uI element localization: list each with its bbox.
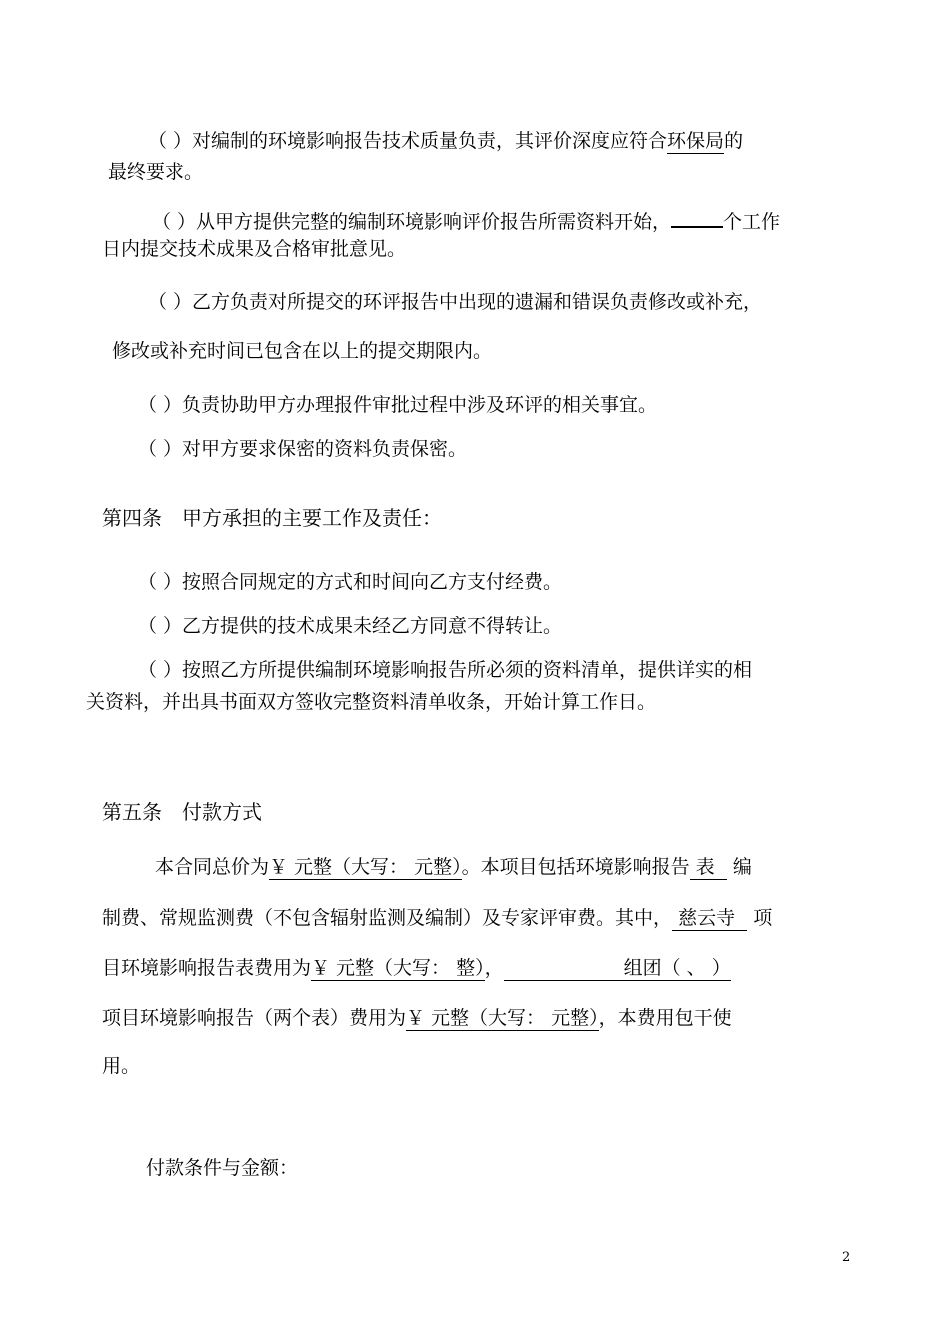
section5-heading: 第五条 付款方式 <box>102 800 262 824</box>
section3-item-3-line1 <box>148 290 762 314</box>
project-name-field <box>672 907 747 931</box>
text: 项目环境影响报告（两个表）费用为 <box>102 1007 407 1029</box>
item-text: （ ）按照乙方所提供编制环境影响报告所必须的资料清单，提供详实的相 <box>138 659 753 681</box>
report-type-value: 表 <box>695 856 715 878</box>
item-text: （ ）按照合同规定的方式和时间向乙方支付经费。 <box>138 571 563 593</box>
item-text: （ ）对甲方要求保密的资料负责保密。 <box>138 438 468 460</box>
section4-item-3-line2 <box>86 690 656 714</box>
section3-item-2-line2 <box>102 237 406 261</box>
text: ，本费用包干使 <box>598 1007 732 1029</box>
section3-item-2-line1 <box>152 206 780 234</box>
project-fee-field: ￥ 元整（大写： 整） <box>311 957 485 979</box>
section3-item-3-line2 <box>112 339 492 363</box>
item-text: （ ）从甲方提供完整的编制环境影响评价报告所需资料开始， <box>152 211 672 233</box>
section5-line2 <box>102 906 772 930</box>
text: 目环境影响报告表费用为 <box>102 957 312 979</box>
text: 项 <box>753 907 773 929</box>
text: 。本项目包括环境影响报告 <box>461 856 690 878</box>
text: 制费、常规监测费（不包含辐射监测及编制）及专家评审费。其中， <box>102 907 673 929</box>
item-text: 修改或补充时间已包含在以上的提交期限内。 <box>112 340 493 362</box>
underlined-field: 环保局 <box>667 130 725 152</box>
text: 用。 <box>102 1055 141 1077</box>
group-value: 组团（ 、 ） <box>623 957 731 979</box>
two-reports-fee-field: ￥ 元整（大写： 元整） <box>406 1007 599 1029</box>
item-text: 最终要求。 <box>108 161 204 183</box>
section3-item-1-line2 <box>108 160 203 184</box>
section5-line3 <box>102 956 731 980</box>
payment-terms-label: 付款条件与金额： <box>146 1157 299 1179</box>
item-text: 个工作 <box>723 211 781 233</box>
report-type-field <box>690 856 727 880</box>
section4-item-2 <box>138 614 562 638</box>
total-price-field: ￥ 元整（大写： 元整） <box>269 856 462 878</box>
section5-line4 <box>102 1006 732 1030</box>
text: 本合同总价为 <box>155 856 270 878</box>
section3-item-1-line1 <box>148 129 743 153</box>
section4-item-3-line1 <box>138 658 752 682</box>
item-text: 的 <box>724 130 744 152</box>
project-name-value: 慈云寺 <box>678 907 736 929</box>
item-text: （ ）负责协助甲方办理报件审批过程中涉及环评的相关事宜。 <box>138 394 658 416</box>
group-field <box>504 957 731 981</box>
item-text: 关资料，并出具书面双方签收完整资料清单收条，开始计算工作日。 <box>86 691 657 713</box>
section4-item-1 <box>138 570 562 594</box>
section3-item-5 <box>138 437 467 461</box>
item-text: （ ）乙方负责对所提交的环评报告中出现的遗漏和错误负责修改或补充， <box>148 291 763 313</box>
section5-line1 <box>155 855 752 879</box>
blank-field <box>671 206 723 228</box>
section4-heading: 第四条 甲方承担的主要工作及责任： <box>102 506 442 530</box>
item-text: （ ）乙方提供的技术成果未经乙方同意不得转让。 <box>138 615 563 637</box>
item-text: 日内提交技术成果及合格审批意见。 <box>102 238 407 260</box>
page-number: 2 <box>842 1250 851 1265</box>
item-text: （ ）对编制的环境影响报告技术质量负责，其评价深度应符合 <box>148 130 668 152</box>
text: 编 <box>732 856 752 878</box>
section3-item-4 <box>138 393 657 417</box>
section5-line5 <box>102 1054 140 1078</box>
text: ， <box>484 957 504 979</box>
